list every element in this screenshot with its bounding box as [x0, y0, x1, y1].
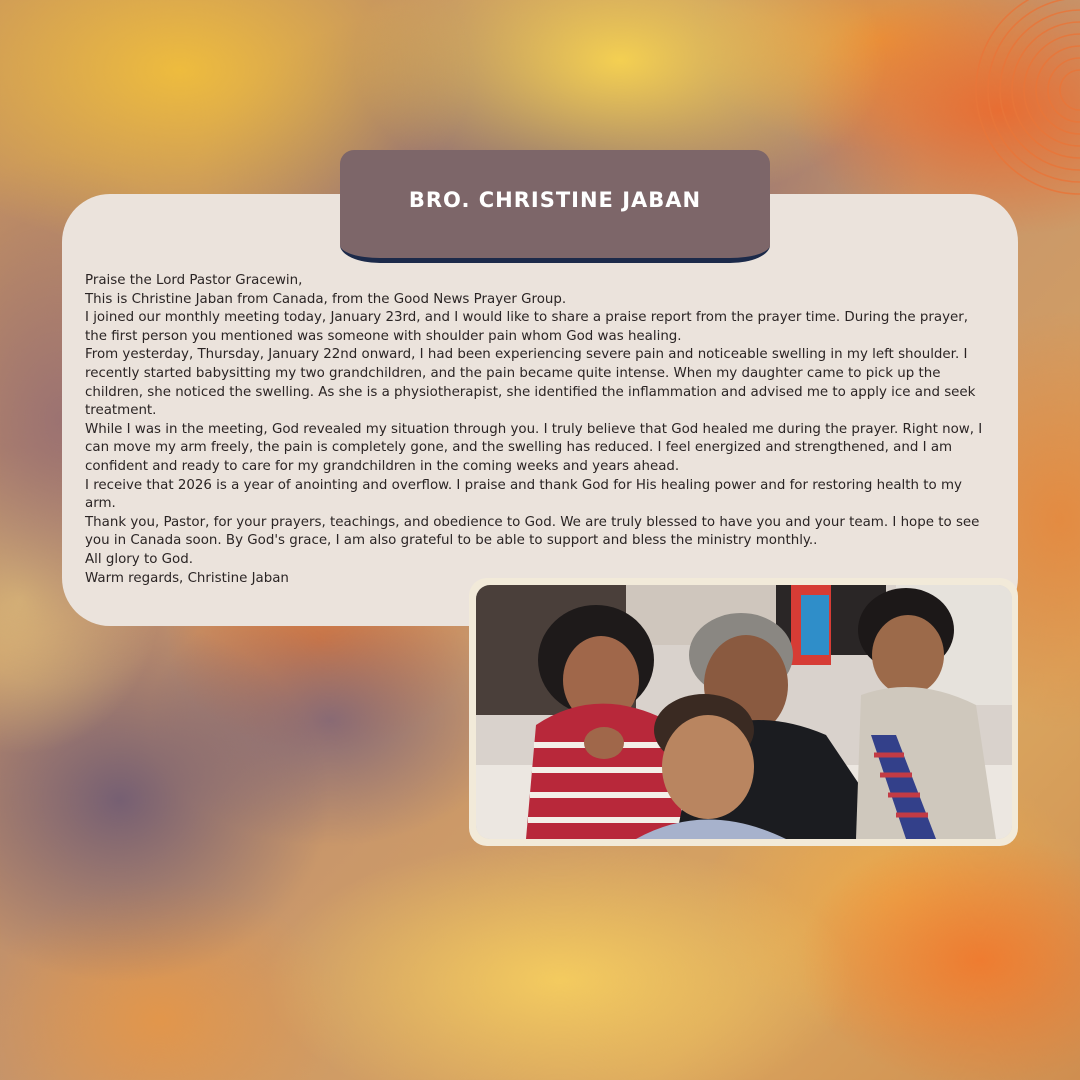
paragraph-1: I joined our monthly meeting today, January 23rd, and I would like to share a praise report from the prayer time. During the prayer, the first person you mentioned was someone with shoulder pain whom God was healing.: [85, 310, 969, 344]
family-photo-illustration: [476, 585, 1012, 839]
family-photo: [476, 585, 1012, 839]
closing-line: All glory to God.: [85, 551, 193, 567]
paragraph-3: While I was in the meeting, God revealed my situation through you. I truly believe that God healed me during the prayer. Right now, I can move my arm freely, the pain is completely gone, and the swelling has reduced. I feel energized and strengthened, and I am confident and ready to care for my grandchildren in the coming weeks and years ahead.: [85, 421, 983, 474]
paragraph-5: Thank you, Pastor, for your prayers, teachings, and obedience to God. We are truly blessed to have you and your team. I hope to see you in Canada soon. By God's grace, I am also grateful to be able to support and bless the ministry monthly..: [85, 514, 980, 549]
decorative-rings: [950, 0, 1080, 200]
testimony-text: [85, 272, 985, 588]
intro-paragraph: This is Christine Jaban from Canada, from the Good News Prayer Group.: [85, 291, 567, 307]
page-title: BRO. CHRISTINE JABAN: [408, 188, 702, 212]
title-banner: [340, 150, 770, 263]
paragraph-4: I receive that 2026 is a year of anointing and overflow. I praise and thank God for His healing power and for restoring health to my arm.: [85, 477, 962, 512]
paragraph-2: From yesterday, Thursday, January 22nd onward, I had been experiencing severe pain and noticeable swelling in my left shoulder. I recently started babysitting my two grandchildren, and the pain became quite intense. When my daughter came to pick up the children, she noticed the swelling. As she is a physiotherapist, she identified the inflammation and advised me to apply ice and seek treatment.: [85, 347, 976, 419]
greeting: Praise the Lord Pastor Gracewin,: [85, 273, 303, 288]
signature-line: Warm regards, Christine Jaban: [85, 570, 289, 586]
